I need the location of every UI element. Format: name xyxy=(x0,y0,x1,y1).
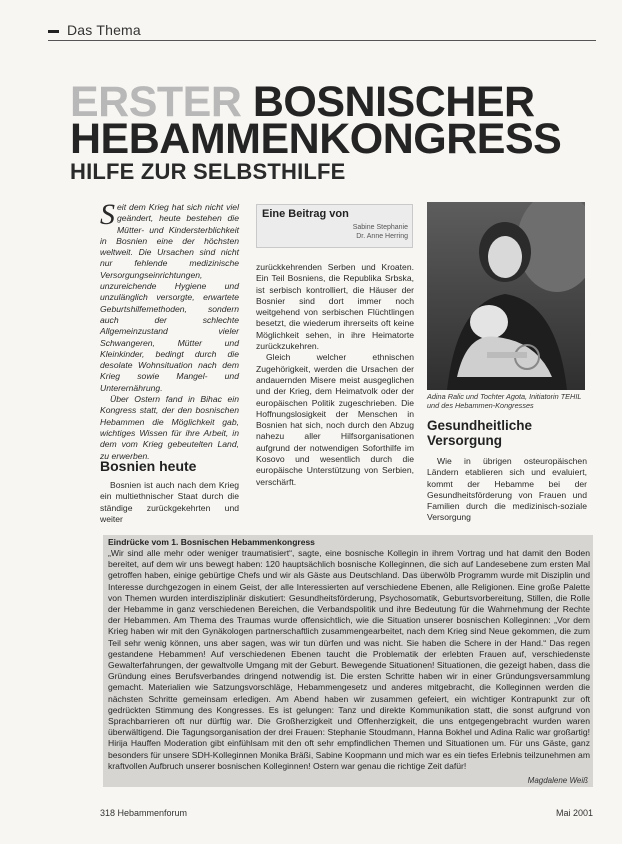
title-line2: HEBAMMENKONGRESS xyxy=(70,115,562,163)
footer-page-label: 318 Hebammenforum xyxy=(100,808,188,818)
intro-paragraph-2: Über Ostern fand in Bihac ein Kongress statt, der den bosnischen Hebammen die Möglichkeit gab, wichtiges Wissen für ihre Arbeit, in dem vom Krieg gebeutelten Land, zu erwerben. xyxy=(100,394,239,461)
footer-date: Mai 2001 xyxy=(556,808,594,818)
author-name-2: Dr. Anne Herring xyxy=(356,232,408,240)
section-marker xyxy=(48,30,59,33)
heading-gesundheitliche-versorgung: Gesundheitliche Versorgung xyxy=(427,418,533,448)
intro-paragraph-1: eit dem Krieg hat sich nicht viel geändert, heute bestehen die Mütter- und Kindersterblichkeit in Bosnien eine der höchsten weltweit. Die Ursachen sind nicht nur fehlende medizinische Versorgungseinrichtungen, unzureichende Hygiene und unzulänglich versorgte, erwartete Geburtshilfemethoden, sondern auch der schlechte Allgemeinzustand vieler Schwangeren, Mütter und Kleinkinder, bedingt durch die desolate Wohnsituation nach dem Krieg sowie Mangel- und Unterernährung. xyxy=(100,202,239,393)
author-names xyxy=(300,224,408,241)
impressions-box-text: „Wir sind alle mehr oder weniger traumatisiert“, sagte, eine bosnische Kollegin in ihrem Vortrag und hat damit den Boden bereitet, auf dem wir uns bewegt haben: 120 hauptsächlich bosnische Kolleginnen, die sich auf Landesebene zum ersten Mal getroffen haben, einige gebürtige Chefs und wir als Gäste aus Deutschland. Das überwölb Programm wurde mit Disziplin und Interesse durchgezogen in einem Geist, der alle Interessierten auf verschiedene Ebenen, alle Religionen. Eine große Palette von Themen wurden interdisziplinär diskutiert: Gesundheitsförderung, Psychosomatik, Geburtsvorbereitung, Stillen, die Rolle der Hebamme in ganz verschiedenen Bereichen, die Verbandspolitik und ihre Bedeutung für die Wahrnehmung der Rechte der Hebammen. Am Thema des Traumas wurde offensichtlich, wie die Situation unserer bosnischen Kolleginnen: „Vor dem Krieg haben wir mit den Gynäkologen partnerschaftlich zusammengearbeitet, nach dem Krieg sind Neue gekommen, die zum Teil sehr wenig können, uns aber sagen, was wir tun dürfen und was nicht. Sie haben die Schere in der Hand.“ Das regen gestandene Hebammen! Auf verschiedenen Ebenen taucht die Problematik der erlebten Frauen auf, verschiedenste Gewalterfahrungen, der gewaltvolle Umgang mit der Geburt. Bewegende Situationen! Situationen, die gezeigt haben, dass die Gründung eines Berufsverbandes dringend notwendig ist. Die ersten Schritte haben wir in einer Gründungsversammlung gemacht. Materialien wie Satzungsvorschläge, Hebammengesetz und anderes mitgebracht, die Kolleginnen werden die nächsten Schritte gemeinsam erledigen. Am Abend haben wir zusammen gefeiert, ein wichtiger Kontrapunkt zur oft gedrückten Stimmung des Kongresses. Es ist gelungen: Tanz und direkte Kommunikation statt, die sonst aufgrund von Sprachbarrieren oft nur dürftig war. Die Großherzigkeit und Offenherzigkeit, die uns entgegengebracht wurden waren überwältigend. Die Tagungsorganisation der drei Frauen: Stephanie Stoudmann, Hanna Bokhel und Adina Ralic war großartig! Hirija Hauffen Moderation gibt einfühlsam mit den oft sehr empfindlichen Themen und Situationen um. Für uns Gäste, ganz besonders für unsere SDH-Kolleginnen Monika Bräßi, Sabine Koopmann und mich war es ein tiefes Erlebnis teilzunehmen am kraftvollen Aufbruch unserer bosnischen Kolleginnen! Ostern war genau die richtige Zeit dafür! xyxy=(108,548,590,771)
header-rule xyxy=(48,40,596,41)
title-line1: BOSNISCHER xyxy=(252,78,535,126)
bosnien-col2-text xyxy=(256,262,414,488)
mother-baby-photo xyxy=(427,202,585,390)
photo-caption: Adina Ralic und Tochter Agota, Initiatorin TEHIL und des Hebammen-Kongresses xyxy=(427,392,582,410)
bosnien-col1-text xyxy=(100,480,239,525)
impressions-box-title: Eindrücke vom 1. Bosnischen Hebammenkongress xyxy=(108,537,315,547)
impressions-box-signature: Magdalene Weiß xyxy=(527,776,588,785)
bosnien-col2-paragraph-2: Gleich welcher ethnischen Zugehörigkeit, werden die Ursachen der andauernden Misere meist ausgeglichen und der Krieg, dem Heimatvolk oder der europäischen Politik zugeschrieben. Die Hoffnungslosigkeit der Menschen in Bosnien hat sich, noch durch den Abzug nahezu aller Hilfsorganisationen aufgrund der notwendigen Soforthilfe im Kosovo und wesentlich durch die europäische Unterstützung von Serbien, verschärft. xyxy=(256,352,414,487)
author-heading: Eine Beitrag von xyxy=(262,208,349,220)
gesund-paragraph: Wie in übrigen osteuropäischen Ländern etablieren sich und evaluiert, kommt der Hebamme bei der Gesundheitsförderung von Frauen und Familien durch die medizinisch-soziale Versorgung xyxy=(427,456,587,523)
drop-cap: S xyxy=(100,198,115,231)
section-label: Das Thema xyxy=(67,22,141,38)
author-name-1: Sabine Stephanie xyxy=(352,224,408,231)
bosnien-col2-paragraph-1: zurückkehrenden Serben und Kroaten. Ein Teil Bosniens, die Republika Srbska, ist serbisch kontrolliert, die Häuser der Bosnier sind dort immer noch weitgehend von serbischen Flüchtlingen besetzt, die wiederum ihrerseits oft keine Möglichkeit sehen, in ihre Heimatorte zurückzukehren. xyxy=(256,262,414,352)
gesund-text xyxy=(427,456,587,524)
bosnien-col1-paragraph: Bosnien ist auch nach dem Krieg ein multiethnischer Staat durch die ständige zurückgekehrten und weiter xyxy=(100,480,239,524)
article-title xyxy=(70,78,562,163)
intro-text xyxy=(100,198,239,462)
article-subtitle: HILFE ZUR SELBSTHILFE xyxy=(70,159,346,184)
heading-bosnien-heute: Bosnien heute xyxy=(100,458,197,474)
title-accent: ERSTER xyxy=(70,78,242,126)
